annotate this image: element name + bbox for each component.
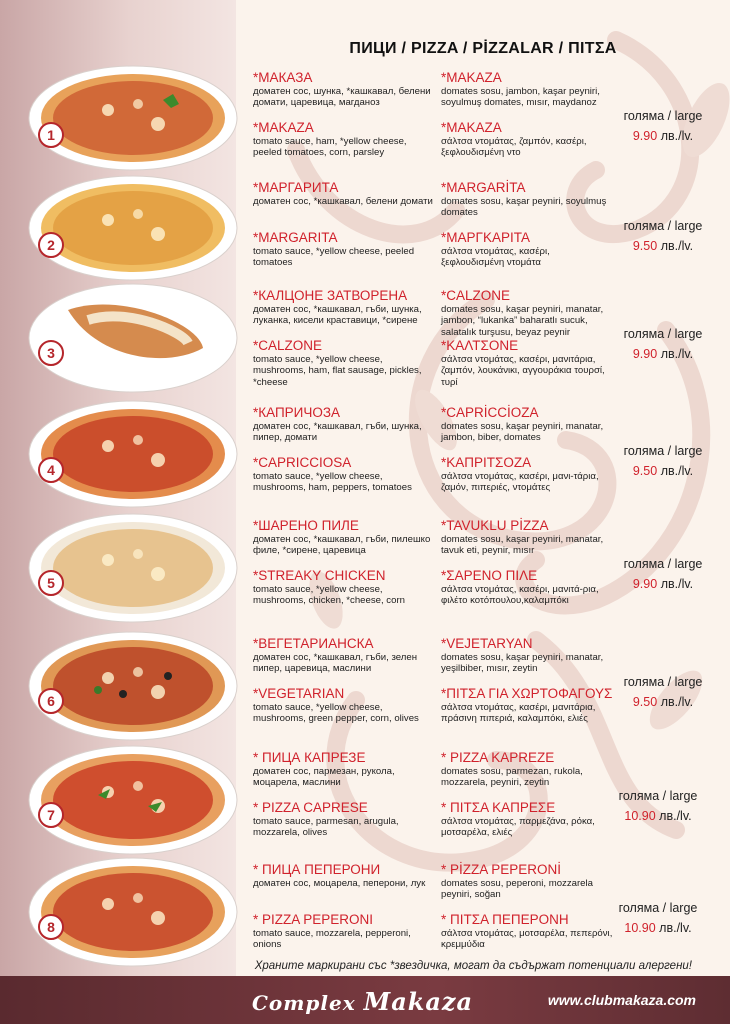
item-gr: [441, 912, 613, 951]
item-number-badge: 2: [38, 232, 64, 258]
item-name-gr: * ΠΙΤΣΑ ΚΑΠΡΕΣΕ: [441, 800, 556, 815]
item-number-badge: 8: [38, 914, 64, 940]
item-name-en: * PIZZA CAPRESE: [253, 800, 368, 815]
allergen-note: Храните маркирани със *звездичка, могат да съдържат потенциали алергени!: [254, 960, 692, 972]
brand-name: Makaza: [363, 987, 474, 1016]
item-price: [608, 216, 718, 256]
price-label: голяма / large: [623, 557, 703, 571]
item-gr: [441, 120, 613, 159]
item-desc-bg: доматен сос, шунка, *кашкавал, белени домати, царевица, магданоз: [253, 86, 431, 109]
item-tr: [441, 288, 613, 338]
item-desc-gr: σάλτσα ντομάτας, κασέρι, μανι-τάρια, ζαμόν, πιπεριές, ντομάτες: [441, 471, 599, 494]
pizza-image: [28, 399, 238, 509]
item-desc-tr: domates sosu, kaşar peyniri, manatar, jambon, biber, domates: [441, 421, 604, 444]
item-desc-en: tomato sauce, ham, *yellow cheese, peeled tomatoes, corn, parsley: [253, 136, 407, 159]
item-desc-en: tomato sauce, *yellow cheese, mushrooms, ham, flat sausage, pickles, *cheese: [253, 354, 422, 388]
item-desc-tr: domates sosu, kaşar peyniri, manatar, tavuk eti, peynir, mısır: [441, 534, 604, 557]
item-name-tr: *MAKAZA: [441, 70, 502, 85]
item-price: [608, 672, 718, 712]
item-name-bg: * ПИЦА ПЕПЕРОНИ: [253, 862, 381, 877]
pizza-image: [28, 630, 238, 742]
item-name-tr: *CALZONE: [441, 288, 511, 303]
item-gr: [441, 568, 613, 607]
price-label: голяма / large: [623, 675, 703, 689]
price-value: 9.90: [632, 347, 658, 361]
page-title: ПИЦИ / PIZZA / PİZZALAR / ΠΙΤΣΑ: [349, 40, 617, 57]
item-name-bg: *МАКАЗА: [253, 70, 313, 85]
item-desc-gr: σάλτσα ντομάτας, κασέρι, ξεφλουδισμένη ντομάτα: [441, 246, 550, 269]
item-name-bg: *МАРГАРИТА: [253, 180, 339, 195]
item-name-tr: *VEJETARYAN: [441, 636, 533, 651]
brand-prefix: Complex: [252, 991, 364, 1015]
item-desc-bg: доматен сос, *кашкавал, гъби, шунка, пипер, домати: [253, 421, 422, 444]
item-tr: [441, 862, 613, 901]
price-value: 9.90: [632, 577, 658, 591]
price-currency: лв./lv.: [660, 129, 694, 143]
pizza-image: [28, 856, 238, 968]
item-number-badge: 4: [38, 457, 64, 483]
item-price: [603, 898, 713, 938]
item-tr: [441, 750, 613, 789]
item-en: [253, 230, 433, 269]
item-desc-bg: доматен сос, *кашкавал, гъби, пилешко филе, *сирене, царевица: [253, 534, 431, 557]
item-bg: [253, 405, 433, 444]
item-name-gr: *ΚΑΛΤΣΟΝΕ: [441, 338, 519, 353]
item-gr: [441, 455, 613, 494]
item-bg: [253, 288, 433, 327]
item-name-tr: * PİZZA PEPERONİ: [441, 862, 562, 877]
item-name-gr: *MAKAZA: [441, 120, 502, 135]
item-name-bg: *ВЕГЕТАРИАНСКА: [253, 636, 374, 651]
item-desc-tr: domates sosu, parmezan, rukola, mozzarela, peyniri, zeytin: [441, 766, 583, 789]
item-number-badge: 3: [38, 340, 64, 366]
item-desc-bg: доматен сос, пармезан, рукола, моцарела, маслини: [253, 766, 395, 789]
website-link[interactable]: www.clubmakaza.com: [547, 992, 696, 1008]
item-desc-en: tomato sauce, *yellow cheese, mushrooms, chicken, *cheese, corn: [253, 584, 405, 607]
item-name-tr: *MARGARİTA: [441, 180, 526, 195]
item-tr: [441, 518, 613, 557]
item-desc-en: tomato sauce, parmesan, arugula, mozzarela, olives: [253, 816, 399, 839]
item-en: [253, 455, 433, 494]
item-gr: [441, 686, 613, 725]
item-bg: [253, 636, 433, 675]
price-value: 10.90: [624, 921, 656, 935]
item-price: [608, 324, 718, 364]
item-bg: [253, 862, 433, 889]
item-name-bg: *КАПРИЧОЗА: [253, 405, 341, 420]
price-label: голяма / large: [623, 109, 703, 123]
item-name-en: *CALZONE: [253, 338, 323, 353]
item-gr: [441, 338, 613, 388]
item-desc-tr: domates sosu, kaşar peyniri, manatar, yeşilbiber, mısır, zeytin: [441, 652, 604, 675]
item-name-gr: * ΠΙΤΣΑ ΠΕΠΕΡΟΝΗ: [441, 912, 569, 927]
item-desc-gr: σάλτσα ντομάτας, κασέρι, μανιτάρια, ζαμπόν, λουκάνικι, αγγουράκια τουρσί, τυρί: [441, 354, 605, 388]
item-name-bg: * ПИЦА КАПРЕЗЕ: [253, 750, 366, 765]
item-name-en: *VEGETARIAN: [253, 686, 345, 701]
pizza-image: [28, 64, 238, 172]
item-desc-gr: σάλτσα ντομάτας, κασέρι, μανιτάρια, πράσινη πιπεριά, καλαμπόκι, ελιές: [441, 702, 596, 725]
item-en: [253, 686, 433, 725]
item-bg: [253, 518, 433, 557]
price-currency: лв./lv.: [660, 347, 694, 361]
item-desc-bg: доматен сос, *кашкавал, гъби, зелен пипер, царевица, маслини: [253, 652, 417, 675]
item-desc-tr: domates sosu, kaşar peyniri, soyulmuş domates: [441, 196, 607, 219]
price-currency: лв./lv.: [659, 809, 692, 823]
price-label: голяма / large: [618, 789, 698, 803]
item-en: [253, 120, 433, 159]
item-name-gr: *ΠΙΤΣΑ ΓΙΑ ΧΩΡΤΟΦΑΓΟΥΣ: [441, 686, 613, 701]
item-number-badge: 1: [38, 122, 64, 148]
item-desc-bg: доматен сос, *кашкавал, белени домати: [253, 196, 433, 207]
item-name-gr: *ΜΑΡΓΚΑΡΙΤΑ: [441, 230, 530, 245]
price-currency: лв./lv.: [660, 695, 694, 709]
item-desc-gr: σάλτσα ντομάτας, κασέρι, μανιτά-ρια, φιλέτο κοτόπουλου,καλαμπόκι: [441, 584, 599, 607]
item-name-tr: *TAVUKLU PİZZA: [441, 518, 549, 533]
price-label: голяма / large: [623, 444, 703, 458]
price-currency: лв./lv.: [659, 921, 692, 935]
item-number-badge: 6: [38, 688, 64, 714]
item-desc-tr: domates sosu, jambon, kaşar peyniri, soyulmuş domates, mısır, maydanoz: [441, 86, 600, 109]
item-desc-en: tomato sauce, *yellow cheese, peeled tomatoes: [253, 246, 415, 269]
pizza-image: [28, 174, 238, 282]
item-bg: [253, 750, 433, 789]
item-name-bg: *КАЛЦОНЕ ЗАТВОРЕНА: [253, 288, 408, 303]
item-en: [253, 912, 433, 951]
pizza-image: [28, 744, 238, 856]
item-price: [608, 441, 718, 481]
item-en: [253, 338, 433, 388]
item-desc-en: tomato sauce, *yellow cheese, mushrooms, green pepper, corn, olives: [253, 702, 419, 725]
price-value: 9.50: [632, 464, 658, 478]
item-tr: [441, 636, 613, 675]
item-desc-gr: σάλτσα ντομάτας, μοτσαρέλα, πεπερόνι, κρεμμύδια: [441, 928, 613, 951]
item-name-en: *STREAKY CHICKEN: [253, 568, 386, 583]
item-desc-en: tomato sauce, *yellow cheese, mushrooms, ham, peppers, tomatoes: [253, 471, 412, 494]
item-desc-bg: доматен сос, *кашкавал, гъби, шунка, луканка, кисели краставици, *сирене: [253, 304, 422, 327]
item-bg: [253, 180, 433, 207]
item-desc-bg: доматен сос, моцарела, пеперони, лук: [253, 878, 426, 889]
item-name-bg: *ШАРЕНО ПИЛЕ: [253, 518, 359, 533]
item-name-tr: * PIZZA KAPREZE: [441, 750, 555, 765]
item-price: [603, 786, 713, 826]
item-name-en: *CAPRICCIOSA: [253, 455, 352, 470]
item-name-tr: *CAPRİCCİOZA: [441, 405, 539, 420]
item-name-en: * PIZZA PEPERONI: [253, 912, 374, 927]
item-desc-tr: domates sosu, kaşar peyniri, manatar, jambon, “lukanka” baharatlı sucuk, salatalık turşusu, beyaz peynir: [441, 304, 604, 338]
price-currency: лв./lv.: [660, 239, 694, 253]
price-value: 10.90: [624, 809, 656, 823]
price-value: 9.50: [632, 239, 658, 253]
item-desc-gr: σάλτσα ντομάτας, παρμεζάνα, ρόκα, μοτσαρέλα, ελιές: [441, 816, 595, 839]
item-tr: [441, 70, 613, 109]
price-value: 9.90: [632, 129, 658, 143]
item-name-en: *MAKAZA: [253, 120, 314, 135]
item-tr: [441, 405, 613, 444]
item-en: [253, 568, 433, 607]
price-label: голяма / large: [618, 901, 698, 915]
item-tr: [441, 180, 613, 219]
item-bg: [253, 70, 433, 109]
item-price: [608, 106, 718, 146]
item-desc-gr: σάλτσα ντομάτας, ζαμπόν, κασέρι, ξεφλουδισμένη ντο: [441, 136, 587, 159]
pizza-image: [28, 282, 238, 394]
price-currency: лв./lv.: [660, 464, 694, 478]
item-price: [608, 554, 718, 594]
item-name-gr: *ΣΑΡΕΝΟ ΠΙΛΕ: [441, 568, 538, 583]
item-name-en: *MARGARITA: [253, 230, 338, 245]
price-currency: лв./lv.: [660, 577, 694, 591]
item-number-badge: 5: [38, 570, 64, 596]
item-desc-tr: domates sosu, peperoni, mozzarela peyniri, soğan: [441, 878, 593, 901]
item-number-badge: 7: [38, 802, 64, 828]
item-desc-en: tomato sauce, mozzarela, pepperoni, onions: [253, 928, 411, 951]
item-gr: [441, 230, 613, 269]
item-en: [253, 800, 433, 839]
item-gr: [441, 800, 613, 839]
price-label: голяма / large: [623, 219, 703, 233]
price-label: голяма / large: [623, 327, 703, 341]
item-name-gr: *ΚΑΠΡΙΤΣΟΖΑ: [441, 455, 532, 470]
price-value: 9.50: [632, 695, 658, 709]
brand-logo: [252, 987, 473, 1016]
pizza-image: [28, 512, 238, 624]
